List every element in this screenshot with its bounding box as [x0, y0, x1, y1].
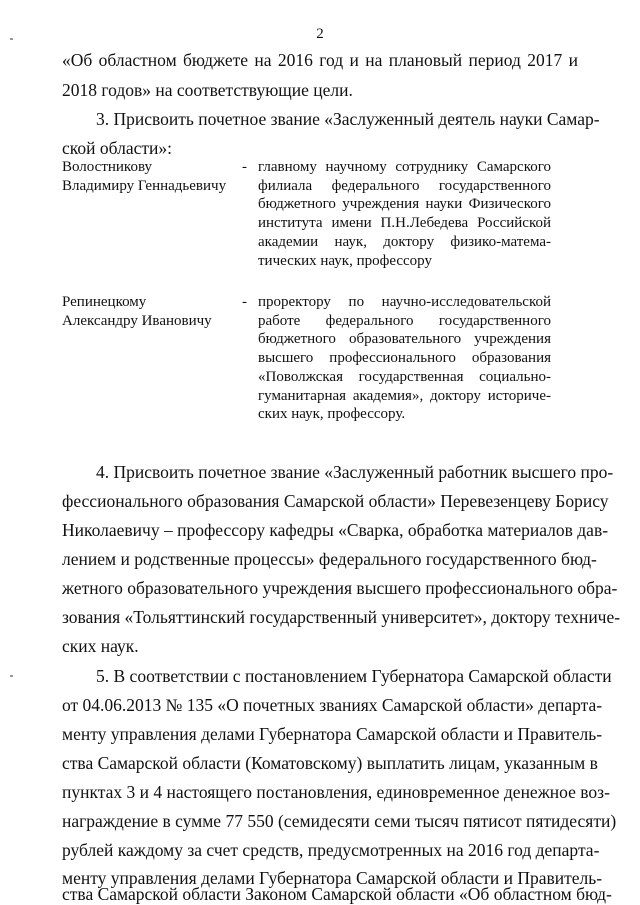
text-line: от 04.06.2013 № 135 «О почетных званиях Самарской области» департа- [62, 695, 603, 715]
awardee-description: главному научному сотруднику Самарского филиала федерального государственного бюджетного учреждения науки Физического института имени П.Н.Лебедева Российской академии наук, доктору физико-матема- тических наук, профессору [258, 159, 551, 269]
dash: - [242, 294, 247, 310]
text-line: зования «Тольяттинский государственный университет», доктору техниче- [62, 607, 621, 627]
text-line: ства Самарской области Законом Самарской области «Об областном бюд- [62, 884, 612, 904]
awardee-name: Волостникову Владимиру Геннадьевичу [62, 159, 227, 194]
text-line: награждение в сумме 77 550 (семидесяти семи тысяч пятисот пятидесяти) [62, 811, 617, 831]
text-line: ства Самарской области (Коматовскому) выплатить лицам, указанным в [62, 753, 598, 773]
awardee-name: Репинецкому Александру Ивановичу [62, 294, 212, 329]
awardee-description: проректору по научно-исследовательской работе федерального государственного бюджетного образовательного учреждения высшего профессионального образования «Поволжская государственная социально- гуманитарная академия», доктору историче- ских наук, профессору. [258, 294, 551, 423]
text-line: Николаевичу – профессору кафедры «Сварка, обработка материалов дав- [62, 520, 609, 540]
scan-speck [10, 38, 13, 40]
page-number: 2 [316, 26, 324, 42]
text-line: ских наук. [62, 636, 139, 656]
text-line: пунктах 3 и 4 настоящего постановления, единовременное денежное воз- [62, 782, 610, 802]
text-line: фессионального образования Самарской области» Перевезенцеву Борису [62, 491, 609, 511]
text-line: 4. Присвоить почетное звание «Заслуженный работник высшего про- [96, 462, 614, 482]
text-line: 2018 годов» на соответствующие цели. [62, 80, 353, 100]
text-line: 5. В соответствии с постановлением Губернатора Самарской области [96, 666, 612, 686]
text-line: 3. Присвоить почетное звание «Заслуженный деятель науки Самар- [96, 109, 600, 129]
text-line: лением и родственные процессы» федерального государственного бюд- [62, 549, 597, 569]
text-line: менту управления делами Губернатора Самарской области и Правитель- [62, 724, 603, 744]
text-line: «Об областном бюджете на 2016 год и на плановый период 2017 и [62, 50, 578, 70]
scan-speck [10, 675, 13, 677]
text-line: рублей каждому за счет средств, предусмотренных на 2016 год департа- [62, 840, 600, 860]
text-line: жетного образовательного учреждения высшего профессионального обра- [62, 578, 618, 598]
text-line: ской области»: [62, 138, 172, 158]
dash: - [242, 159, 247, 175]
text-line: менту управления делами Губернатора Самарской области и Правитель- [62, 868, 603, 888]
